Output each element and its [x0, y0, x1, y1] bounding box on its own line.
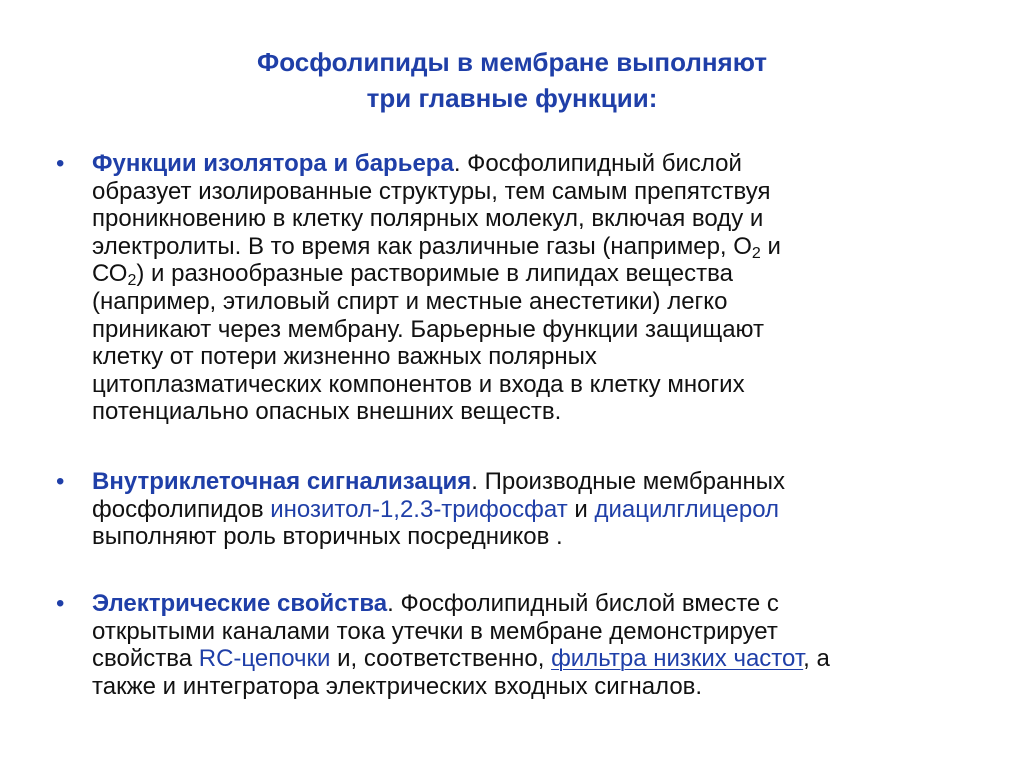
text-line: [92, 496, 952, 524]
text-line: выполняют роль вторичных посредников .: [92, 523, 563, 551]
text-line: [92, 233, 952, 261]
text-line: [92, 260, 952, 288]
text-line: клетку от потери жизненно важных полярных: [92, 343, 597, 371]
text-segment: и: [567, 495, 595, 523]
term-link-low-pass-filter[interactable]: фильтра низких частот: [551, 645, 804, 673]
subscript: 2: [751, 244, 761, 262]
text-line: образует изолированные структуры, тем самым препятствуя: [92, 177, 771, 205]
text-segment: фосфолипидов: [92, 495, 271, 523]
term-link-inositol[interactable]: инозитол-1,2.3-трифосфат: [270, 495, 568, 523]
title-line-1: Фосфолипиды в мембране выполняют: [257, 47, 767, 77]
text-segment: и, соответственно,: [330, 645, 552, 673]
term-link-rc-circuit[interactable]: RC-цепочки: [198, 645, 331, 673]
text-segment: свойства: [92, 645, 199, 673]
text-line: [92, 590, 952, 618]
text-line: [92, 468, 952, 496]
bullet-marker: •: [56, 590, 65, 617]
text-segment: , а: [803, 645, 830, 673]
text-segment: . Производные мембранных: [471, 468, 786, 495]
text-segment: СО: [92, 260, 128, 288]
text-segment: и: [760, 232, 781, 260]
bullet-text: [92, 468, 952, 551]
text-segment: . Фосфолипидный бислой вместе с: [387, 590, 779, 617]
slide-title: [120, 44, 904, 116]
text-segment: . Фосфолипидный бислой: [453, 150, 742, 177]
text-line: потенциально опасных внешних веществ.: [92, 398, 562, 426]
bullet-text: [92, 590, 952, 700]
text-line: [92, 645, 952, 673]
text-line: приникают через мембрану. Барьерные функции защищают: [92, 315, 764, 343]
text-line: цитоплазматических компонентов и входа в клетку многих: [92, 370, 745, 398]
text-line: [92, 150, 952, 178]
title-line-2: три главные функции:: [366, 83, 658, 113]
bullet-heading: Электрические свойства: [92, 590, 388, 617]
text-line: проникновению в клетку полярных молекул, включая воду и: [92, 205, 764, 233]
bullet-heading: Функции изолятора и барьера: [92, 150, 454, 177]
text-line: также и интегратора электрических входных сигналов.: [92, 672, 703, 700]
bullet-text: [92, 150, 952, 426]
subscript: 2: [127, 272, 137, 290]
term-link-diacylglycerol[interactable]: диацилглицерол: [594, 495, 780, 523]
text-segment: электролиты. В то время как различные газы (например, О: [92, 232, 752, 260]
bullet-marker: •: [56, 150, 65, 177]
text-line: открытыми каналами тока утечки в мембране демонстрирует: [92, 617, 778, 645]
text-line: (например, этиловый спирт и местные анестетики) легко: [92, 287, 728, 315]
text-segment: ) и разнообразные растворимые в липидах вещества: [136, 260, 733, 288]
bullet-heading: Внутриклеточная сигнализация: [92, 468, 472, 495]
bullet-marker: •: [56, 468, 65, 495]
